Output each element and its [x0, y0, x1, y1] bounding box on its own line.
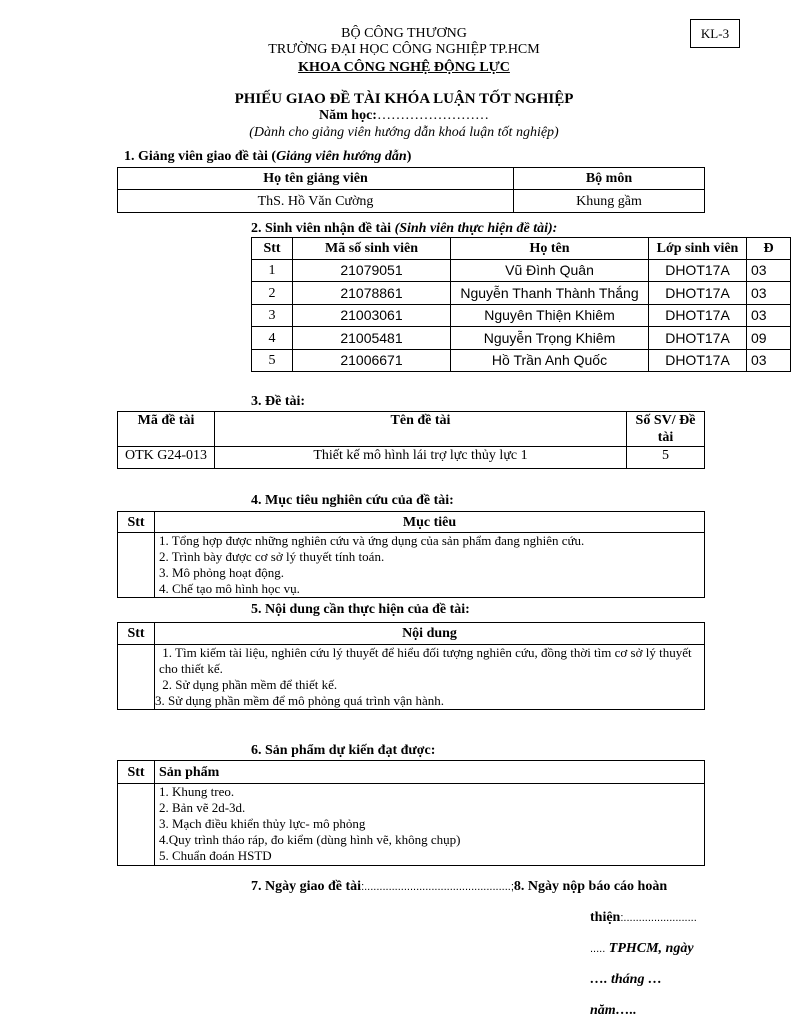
date-submit-label-2: thiện [590, 910, 621, 925]
table-row: 4 21005481 Nguyễn Trọng Khiêm DHOT17A 09 [252, 327, 791, 350]
academic-year-label: Năm học: [319, 108, 377, 123]
topic-table [117, 411, 705, 469]
list-item: 3. Mạch điều khiển thủy lực- mô phỏng [159, 816, 366, 831]
table-row [118, 645, 705, 710]
col-department: Bộ môn [514, 168, 705, 190]
lecturer-name: ThS. Hồ Văn Cường [118, 190, 514, 213]
month-line: …. tháng … [590, 972, 662, 987]
col-stt: Stt [118, 623, 155, 645]
section4-heading: 4. Mục tiêu nghiên cứu của đề tài: [251, 493, 454, 508]
section3-heading: 3. Đề tài: [251, 394, 306, 409]
list-item: 2. Bản vẽ 2d-3d. [159, 800, 246, 815]
objectives-list [155, 533, 705, 598]
col-stt: Stt [252, 238, 293, 260]
section2-heading: 2. Sinh viên nhận đề tài (Sinh viên thực hiện đề tài): [251, 221, 558, 236]
date-assign-label: 7. Ngày giao đề tài [251, 879, 362, 894]
table-row [118, 784, 705, 866]
col-topic-code: Mã đề tài [118, 412, 215, 447]
col-topic-name: Tên đề tài [215, 412, 627, 447]
ministry-name: BỘ CÔNG THƯƠNG [341, 26, 467, 41]
list-item: 2. Trình bày được cơ sở lý thuyết tính toán. [159, 549, 385, 564]
col-class: Lớp sinh viên [649, 238, 747, 260]
table-row: 2 21078861 Nguyễn Thanh Thành Thắng DHOT17A 03 [252, 282, 791, 305]
date-submit-field[interactable]: :........................ [620, 912, 697, 924]
objectives-table [117, 511, 705, 598]
city-date-line [590, 941, 694, 957]
col-students-per-topic: Số SV/ Đề tài [627, 412, 705, 447]
table-row: 3 21003061 Nguyên Thiện Khiêm DHOT17A 03 [252, 305, 791, 327]
form-code-box [690, 19, 740, 48]
list-item: 3. Mô phỏng hoạt động. [159, 565, 284, 580]
topic-name: Thiết kế mô hình lái trợ lực thủy lực 1 [215, 447, 627, 469]
products-list [155, 784, 705, 866]
col-product: Sản phẩm [155, 761, 705, 784]
table-row [118, 533, 705, 598]
students-table [251, 237, 791, 372]
list-item: 4. Chế tạo mô hình học vụ. [159, 581, 300, 596]
section1-heading: 1. Giảng viên giao đề tài (Giảng viên hướng dẫn) [124, 149, 412, 164]
dates-line [251, 879, 667, 895]
content-table [117, 622, 705, 710]
list-item: 1. Khung treo. [159, 784, 235, 799]
form-code: KL-3 [700, 26, 730, 41]
academic-year [250, 108, 558, 124]
list-item: 5. Chuẩn đoán HSTD [159, 848, 272, 863]
col-objective: Mục tiêu [155, 512, 705, 533]
table-row [118, 190, 705, 213]
list-item: 3. Sử dụng phần mềm để mô phỏng quá trình vận hành. [155, 693, 445, 708]
table-row: 1 21079051 Vũ Đình Quân DHOT17A 03 [252, 260, 791, 282]
lecturer-table [117, 167, 705, 213]
year-line: năm….. [590, 1003, 637, 1018]
section5-heading: 5. Nội dung cần thực hiện của đề tài: [251, 602, 470, 617]
table-row [118, 447, 705, 469]
products-table [117, 760, 705, 866]
list-item: 4.Quy trình tháo ráp, đo kiểm (dùng hình vẽ, không chụp) [159, 832, 461, 847]
date-submit-label: 8. Ngày nộp báo cáo hoàn [513, 879, 668, 894]
topic-code: OTK G24-013 [118, 447, 215, 469]
content-list [155, 645, 705, 710]
page-subtitle: (Dành cho giảng viên hướng dẫn khoá luận tốt nghiệp) [249, 125, 559, 140]
col-stt: Stt [118, 761, 155, 784]
col-student-id: Mã số sinh viên [293, 238, 451, 260]
students-per-topic: 5 [627, 447, 705, 469]
university-name: TRƯỜNG ĐẠI HỌC CÔNG NGHIỆP TP.HCM [268, 42, 540, 57]
col-content: Nội dung [155, 623, 705, 645]
col-full-name: Họ tên [451, 238, 649, 260]
department: Khung gầm [514, 190, 705, 213]
table-row: 5 21006671 Hồ Trần Anh Quốc DHOT17A 03 [252, 350, 791, 372]
academic-year-dots: …………………… [376, 108, 489, 123]
col-stt: Stt [118, 512, 155, 533]
page-title: PHIẾU GIAO ĐỀ TÀI KHÓA LUẬN TỐT NGHIỆP [234, 91, 574, 107]
city-date-label: TPHCM, ngày [608, 941, 694, 956]
col-lecturer-name: Họ tên giảng viên [118, 168, 514, 190]
city-dots: ..... [590, 943, 606, 955]
list-item: 2. Sử dụng phần mềm để thiết kế. [159, 677, 338, 692]
col-extra: Đ [747, 238, 791, 260]
section6-heading: 6. Sản phẩm dự kiến đạt được: [251, 743, 436, 758]
faculty-name: KHOA CÔNG NGHỆ ĐỘNG LỰC [298, 60, 510, 75]
list-item: 1. Tìm kiếm tài liệu, nghiên cứu lý thuyết để hiểu đối tượng nghiên cứu, đồng thời tìm cơ sở lý thuyết cho thiết kế. [159, 645, 695, 676]
date-submit-line [590, 910, 697, 926]
list-item: 1. Tổng hợp được những nghiên cứu và ứng dụng của sản phẩm đang nghiên cứu. [159, 533, 585, 548]
date-assign-field[interactable]: :................................................; [361, 881, 514, 893]
